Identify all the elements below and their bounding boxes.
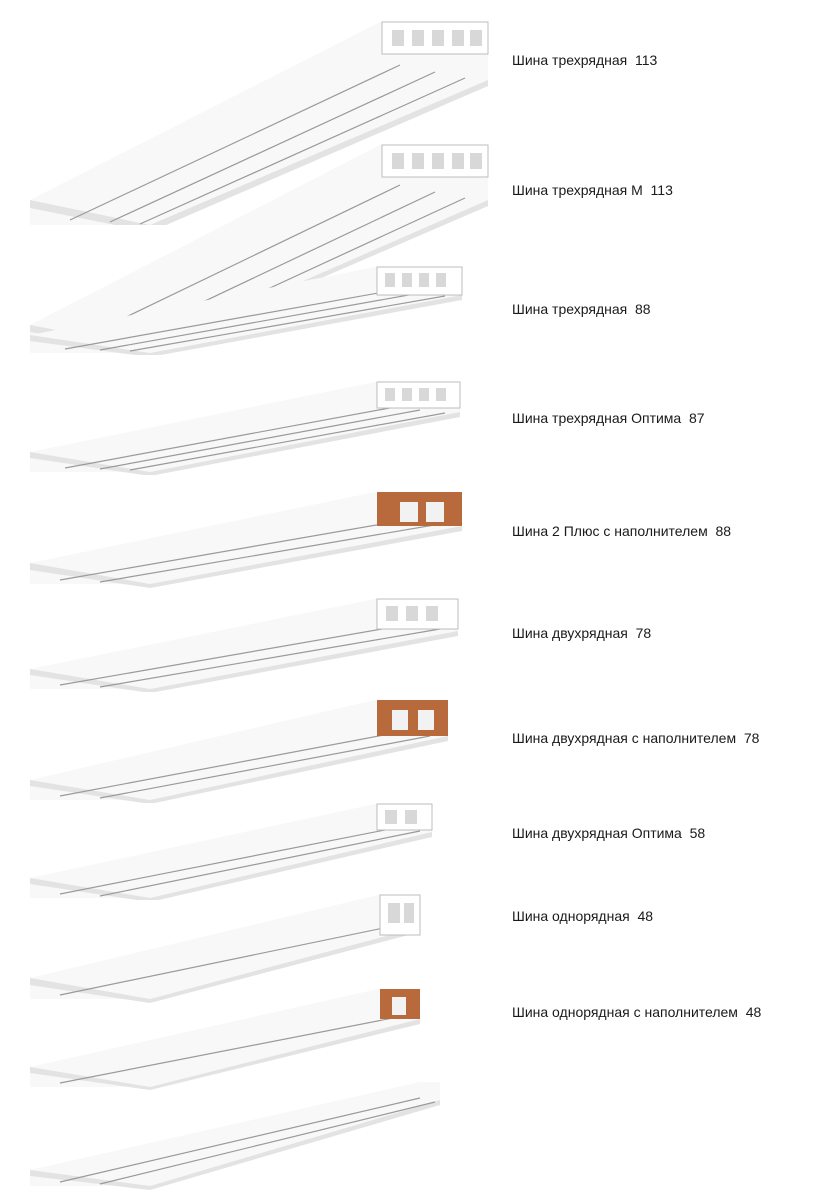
rail-image-1-row-filler-48 xyxy=(0,985,500,1090)
rail-label-2-row-78: Шина двухрядная 78 xyxy=(512,625,652,641)
rail-label-1-row-filler-48: Шина однорядная с наполнителем 48 xyxy=(512,1004,762,1020)
rail-image-2-row-78 xyxy=(0,597,500,692)
rail-label-113: Шина трехрядная 113 xyxy=(512,52,658,68)
rail-label-2-plus-filler-88: Шина 2 Плюс с наполнителем 88 xyxy=(512,523,732,539)
rail-label-2-row-filler-78: Шина двухрядная с наполнителем 78 xyxy=(512,730,760,746)
rail-image-2-plus-filler xyxy=(0,488,500,588)
rail-label-m-113: Шина трехрядная М 113 xyxy=(512,182,673,198)
rail-image-bottom xyxy=(0,1080,500,1190)
rail-label-88: Шина трехрядная 88 xyxy=(512,301,651,317)
rail-image-2-row-filler-78 xyxy=(0,698,500,803)
rail-image-88 xyxy=(0,265,500,355)
rail-label-1-row-48: Шина однорядная 48 xyxy=(512,908,654,924)
rail-label-2-row-optima-58: Шина двухрядная Оптима 58 xyxy=(512,825,706,841)
rail-image-optima-87 xyxy=(0,380,500,475)
rail-label-optima-87: Шина трехрядная Оптима 87 xyxy=(512,410,705,426)
rail-image-2-row-optima-58 xyxy=(0,800,500,900)
